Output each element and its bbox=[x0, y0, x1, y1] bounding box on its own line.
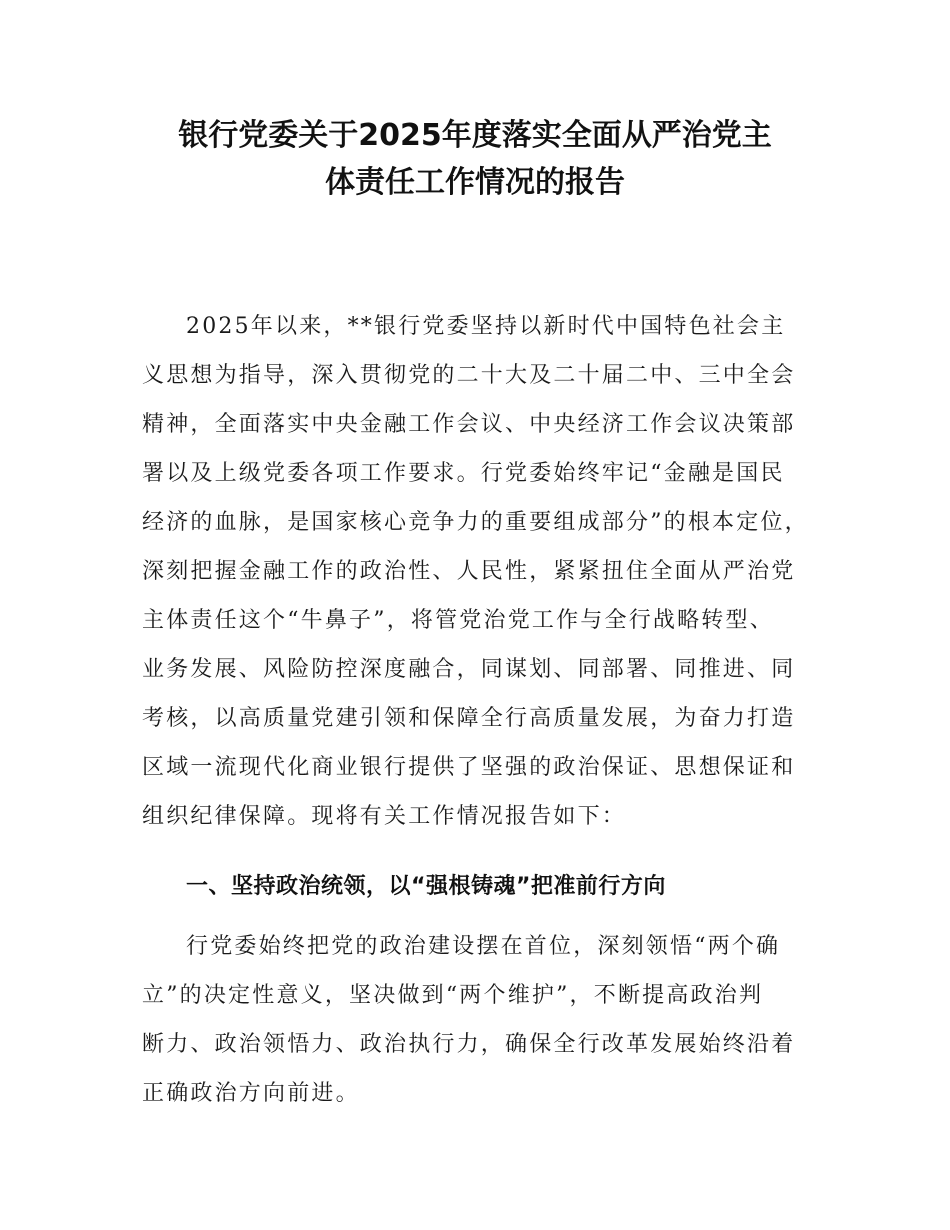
paragraph-line: 经济的血脉，是国家核心竞争力的重要组成部分”的根本定位， bbox=[142, 510, 809, 535]
title-line: 银行党委关于2025年度落实全面从严治党主 bbox=[178, 118, 772, 153]
intro-paragraph bbox=[142, 302, 822, 841]
section-paragraph bbox=[142, 922, 822, 1118]
paragraph-line: 主体责任这个“牛鼻子”，将管党治党工作与全行战略转型、 bbox=[142, 608, 774, 633]
paragraph-line: 组织纪律保障。现将有关工作情况报告如下： bbox=[142, 804, 627, 829]
paragraph-line: 义思想为指导，深入贯彻党的二十大及二十届二中、三中全会 bbox=[142, 363, 796, 388]
paragraph-line: 断力、政治领悟力、政治执行力，确保全行改革发展始终沿着 bbox=[142, 1032, 796, 1057]
paragraph-line: 精神，全面落实中央金融工作会议、中央经济工作会议决策部 bbox=[142, 412, 796, 437]
paragraph-line: 行党委始终把党的政治建设摆在首位，深刻领悟“两个确 bbox=[186, 934, 781, 959]
paragraph-line: 深刻把握金融工作的政治性、人民性，紧紧扭住全面从严治党 bbox=[142, 559, 796, 584]
section-heading: 一、坚持政治统领，以“强根铸魂”把准前行方向 bbox=[186, 874, 666, 899]
paragraph-line: 2025年以来，**银行党委坚持以新时代中国特色社会主 bbox=[186, 314, 786, 339]
paragraph-line: 署以及上级党委各项工作要求。行党委始终牢记“金融是国民 bbox=[142, 461, 785, 486]
paragraph-line: 立”的决定性意义，坚决做到“两个维护”，不断提高政治判 bbox=[142, 983, 764, 1008]
paragraph-line: 考核，以高质量党建引领和保障全行高质量发展，为奋力打造 bbox=[142, 706, 796, 731]
paragraph-line: 区域一流现代化商业银行提供了坚强的政治保证、思想保证和 bbox=[142, 755, 796, 780]
paragraph-line: 正确政治方向前进。 bbox=[142, 1081, 360, 1106]
paragraph-line: 业务发展、风险防控深度融合，同谋划、同部署、同推进、同 bbox=[142, 657, 796, 682]
title-line: 体责任工作情况的报告 bbox=[325, 165, 625, 200]
document-title bbox=[130, 112, 820, 206]
